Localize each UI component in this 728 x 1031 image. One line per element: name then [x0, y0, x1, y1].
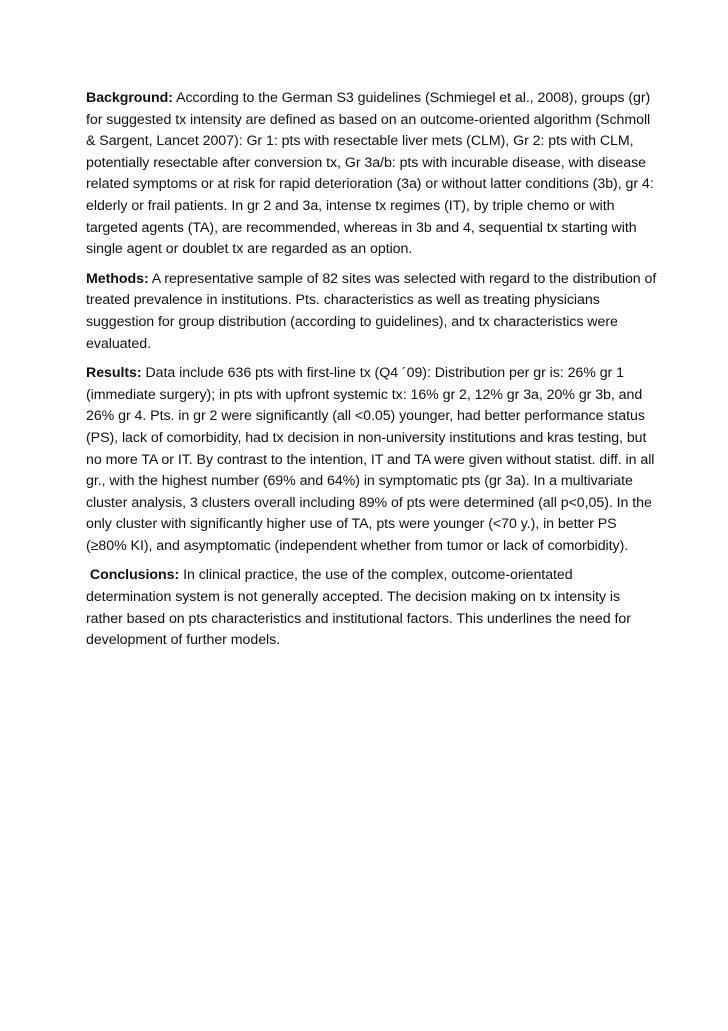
methods-paragraph [86, 269, 658, 355]
conclusions-heading: Conclusions: [89, 567, 180, 584]
background-text: According to the German S3 guidelines (Schmiegel et al., 2008), groups (gr) for suggested tx intensity are defined as based on an outcome-oriented algorithm (Schmoll & Sargent, Lancet 2007): Gr 1: pts with resectable liver mets (CLM), Gr 2: pts with CLM, potentially resectable after conversion tx, Gr 3a/b: pts with incurable disease, with disease related symptoms or at risk for rapid deterioration (3a) or without latter conditions (3b), gr 4: elderly or frail patients. In gr 2 and 3a, intense tx regimes (IT), by triple chemo or with targeted agents (TA), are recommended, whereas in 3b and 4, sequential tx starting with single agent or doublet tx are regarded as an option. [86, 90, 654, 258]
background-paragraph [86, 88, 658, 261]
methods-text: A representative sample of 82 sites was selected with regard to the distribution of treated prevalence in institutions. Pts. characteristics as well as treating physicians suggestion for group distribution (according to guidelines), and tx characteristics were evaluated. [86, 270, 657, 352]
results-heading: Results: [86, 365, 142, 382]
results-paragraph [86, 363, 658, 557]
abstract-body [86, 88, 658, 660]
conclusions-paragraph [86, 565, 658, 651]
results-text: Data include 636 pts with first-line tx (Q4 ´09): Distribution per gr is: 26% gr 1 (immediate surgery); in pts with upfront systemic tx: 16% gr 2, 12% gr 3a, 20% gr 3b, and 26% gr 4. Pts. in gr 2 were significantly (all <0.05) younger, had better performance status (PS), lack of comorbidity, had tx decision in non-university institutions and kras testing, but no more TA or IT. By contrast to the intention, IT and TA were given without statist. diff. in all gr., with the highest number (69% and 64%) in symptomatic pts (gr 3a). In a multivariate cluster analysis, 3 clusters overall including 89% of pts were determined (all p<0,05). In the only cluster with significantly higher use of TA, pts were younger (<70 y.), in better PS (≥80% KI), and asymptomatic (independent whether from tumor or lack of comorbidity). [86, 365, 655, 554]
methods-heading: Methods: [86, 270, 149, 287]
background-heading: Background: [86, 90, 173, 106]
conclusions-text: In clinical practice, the use of the complex, outcome-orientated determination system is not generally accepted. The decision making on tx intensity is rather based on pts characteristics and institutional factors. This underlines the need for development of further models. [86, 567, 631, 649]
